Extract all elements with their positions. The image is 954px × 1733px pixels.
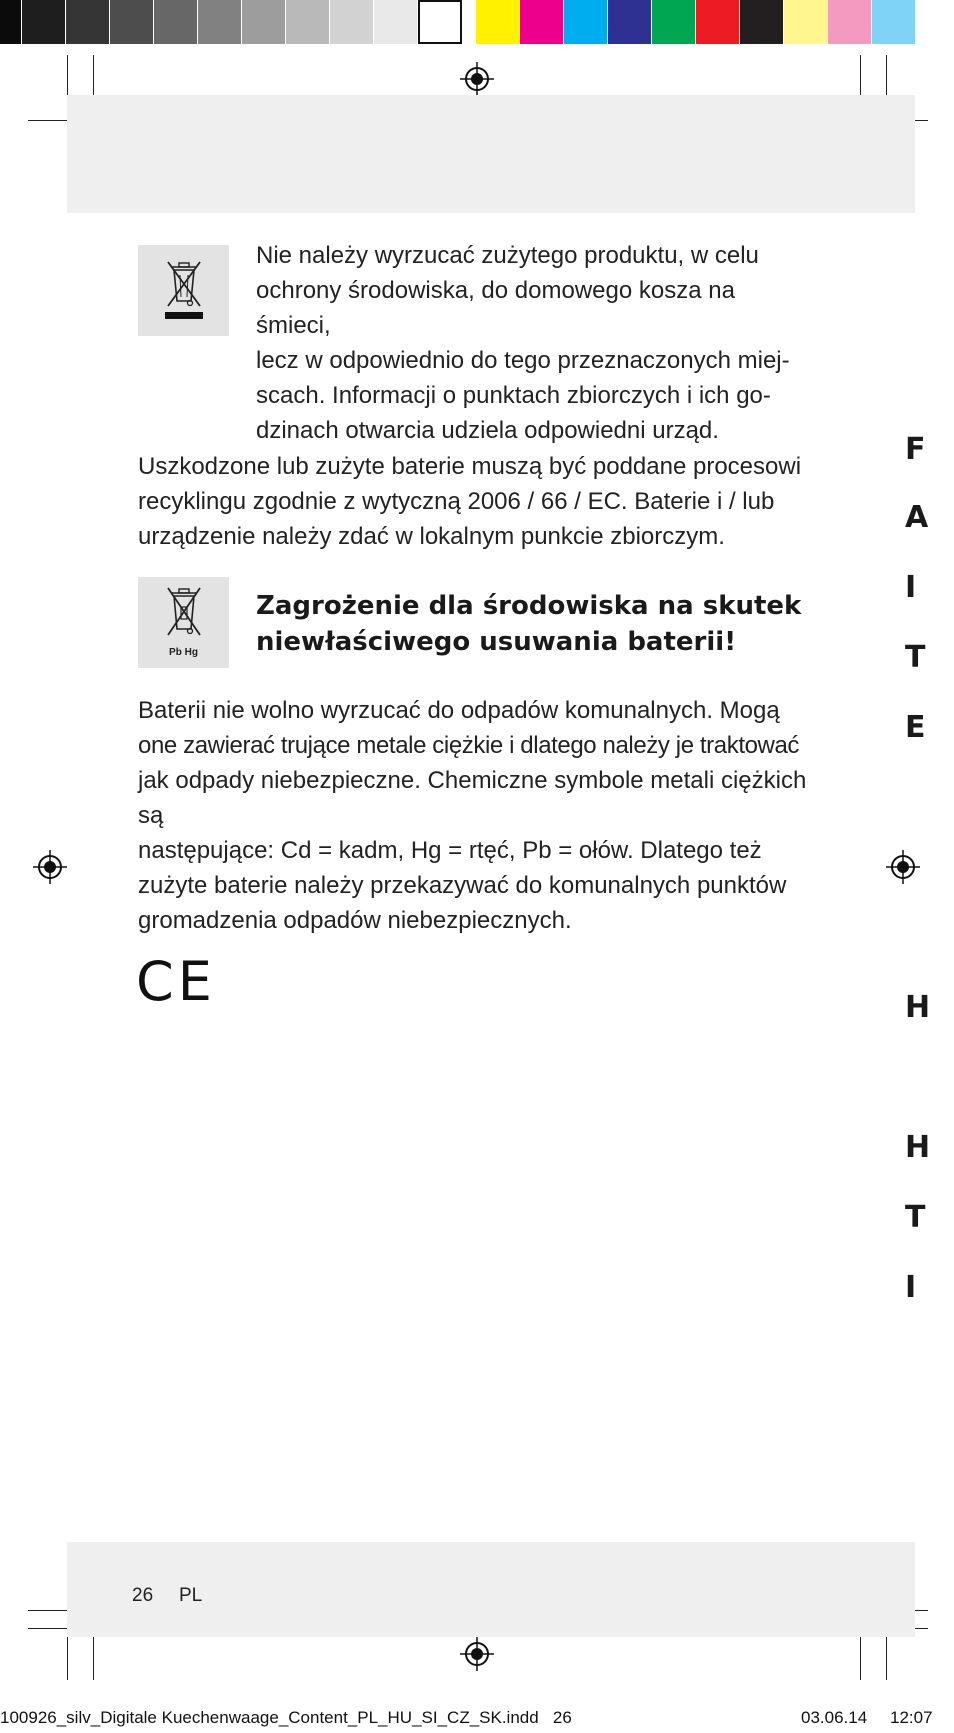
color-calibration-bar bbox=[0, 0, 916, 48]
warning-line: niewłaściwego usuwania baterii! bbox=[256, 627, 737, 657]
text-line: następujące: Cd = kadm, Hg = rtęć, Pb = ołów. Dlatego też bbox=[138, 837, 762, 864]
page-number: 26 bbox=[132, 1585, 154, 1606]
color-swatch bbox=[110, 0, 154, 44]
color-swatch bbox=[418, 0, 462, 44]
next-page-letter: T bbox=[905, 1200, 926, 1235]
text-line: zużyte baterie należy przekazywać do komunalnych punktów bbox=[138, 872, 787, 899]
battery-bin-icon bbox=[138, 577, 229, 668]
next-page-letter: A bbox=[905, 500, 929, 535]
warning-line: Zagrożenie dla środowiska na skutek bbox=[256, 591, 802, 621]
text-line: gromadzenia odpadów niebezpiecznych. bbox=[138, 907, 572, 934]
text-line: lecz w odpowiednio do tego przeznaczonych miej- bbox=[256, 347, 790, 374]
text-line: Nie należy wyrzucać zużytego produktu, w celu bbox=[256, 242, 759, 269]
text-line: urządzenie należy zdać w lokalnym punkcie zbiorczym. bbox=[138, 523, 725, 550]
text-line: scach. Informacji o punktach zbiorczych i ich go- bbox=[256, 382, 771, 409]
color-swatch bbox=[374, 0, 418, 44]
color-swatch bbox=[652, 0, 696, 44]
color-swatch bbox=[198, 0, 242, 44]
color-swatch bbox=[696, 0, 740, 44]
registration-mark-icon bbox=[33, 850, 67, 884]
next-page-letter: E bbox=[905, 710, 926, 745]
weee-bin-icon bbox=[138, 245, 229, 336]
language-code: PL bbox=[179, 1585, 203, 1606]
next-page-letter: I bbox=[905, 1270, 917, 1305]
battery-recycling-paragraph bbox=[138, 449, 818, 554]
slug-time: 12:07 bbox=[890, 1708, 933, 1727]
next-page-letter: H bbox=[905, 990, 931, 1025]
slug-date: 03.06.14 bbox=[801, 1708, 868, 1727]
text-line: Baterii nie wolno wyrzucać do odpadów komunalnych. Mogą bbox=[138, 697, 780, 724]
text-line: recyklingu zgodnie z wytyczną 2006 / 66 / EC. Baterie i / lub bbox=[138, 488, 775, 515]
registration-mark-icon bbox=[460, 62, 494, 96]
slug-filename: 100926_silv_Digitale Kuechenwaage_Content_PL_HU_SI_CZ_SK.indd 26 bbox=[0, 1708, 572, 1727]
text-line: jak odpady niebezpieczne. Chemiczne symbole metali ciężkich są bbox=[138, 767, 807, 829]
crop-mark bbox=[860, 1632, 861, 1680]
next-page-letter: H bbox=[905, 1130, 931, 1165]
text-line: dzinach otwarcia udziela odpowiedni urząd. bbox=[256, 417, 719, 444]
color-swatch bbox=[22, 0, 66, 44]
next-page-letter: F bbox=[905, 432, 926, 467]
text-line: Uszkodzone lub zużyte baterie muszą być poddane procesowi bbox=[138, 453, 802, 480]
environment-warning-heading bbox=[256, 588, 816, 660]
color-swatch bbox=[242, 0, 286, 44]
next-page-letter: T bbox=[905, 640, 926, 675]
header-band bbox=[67, 95, 915, 213]
color-swatch bbox=[520, 0, 564, 44]
color-swatch bbox=[66, 0, 110, 44]
color-swatch bbox=[872, 0, 916, 44]
color-swatch bbox=[476, 0, 520, 44]
color-swatch bbox=[608, 0, 652, 44]
color-swatch bbox=[286, 0, 330, 44]
crop-mark bbox=[67, 1632, 68, 1680]
color-swatch bbox=[564, 0, 608, 44]
battery-icon-label: Pb Hg bbox=[169, 647, 198, 658]
next-page-letter: I bbox=[905, 570, 917, 605]
color-swatch bbox=[740, 0, 784, 44]
text-line: ochrony środowiska, do domowego kosza na śmieci, bbox=[256, 277, 735, 339]
registration-mark-icon bbox=[886, 850, 920, 884]
crop-mark bbox=[886, 1632, 887, 1680]
color-swatch bbox=[330, 0, 374, 44]
ce-mark: CE bbox=[136, 950, 216, 1013]
heavy-metals-paragraph bbox=[138, 693, 818, 938]
disposal-paragraph bbox=[256, 238, 816, 448]
color-swatch bbox=[0, 0, 22, 44]
color-swatch bbox=[784, 0, 828, 44]
crop-mark bbox=[93, 1632, 94, 1680]
registration-mark-icon bbox=[460, 1637, 494, 1671]
text-line: one zawierać trujące metale ciężkie i dlatego należy je traktować bbox=[138, 732, 800, 759]
color-swatch bbox=[154, 0, 198, 44]
color-swatch bbox=[828, 0, 872, 44]
